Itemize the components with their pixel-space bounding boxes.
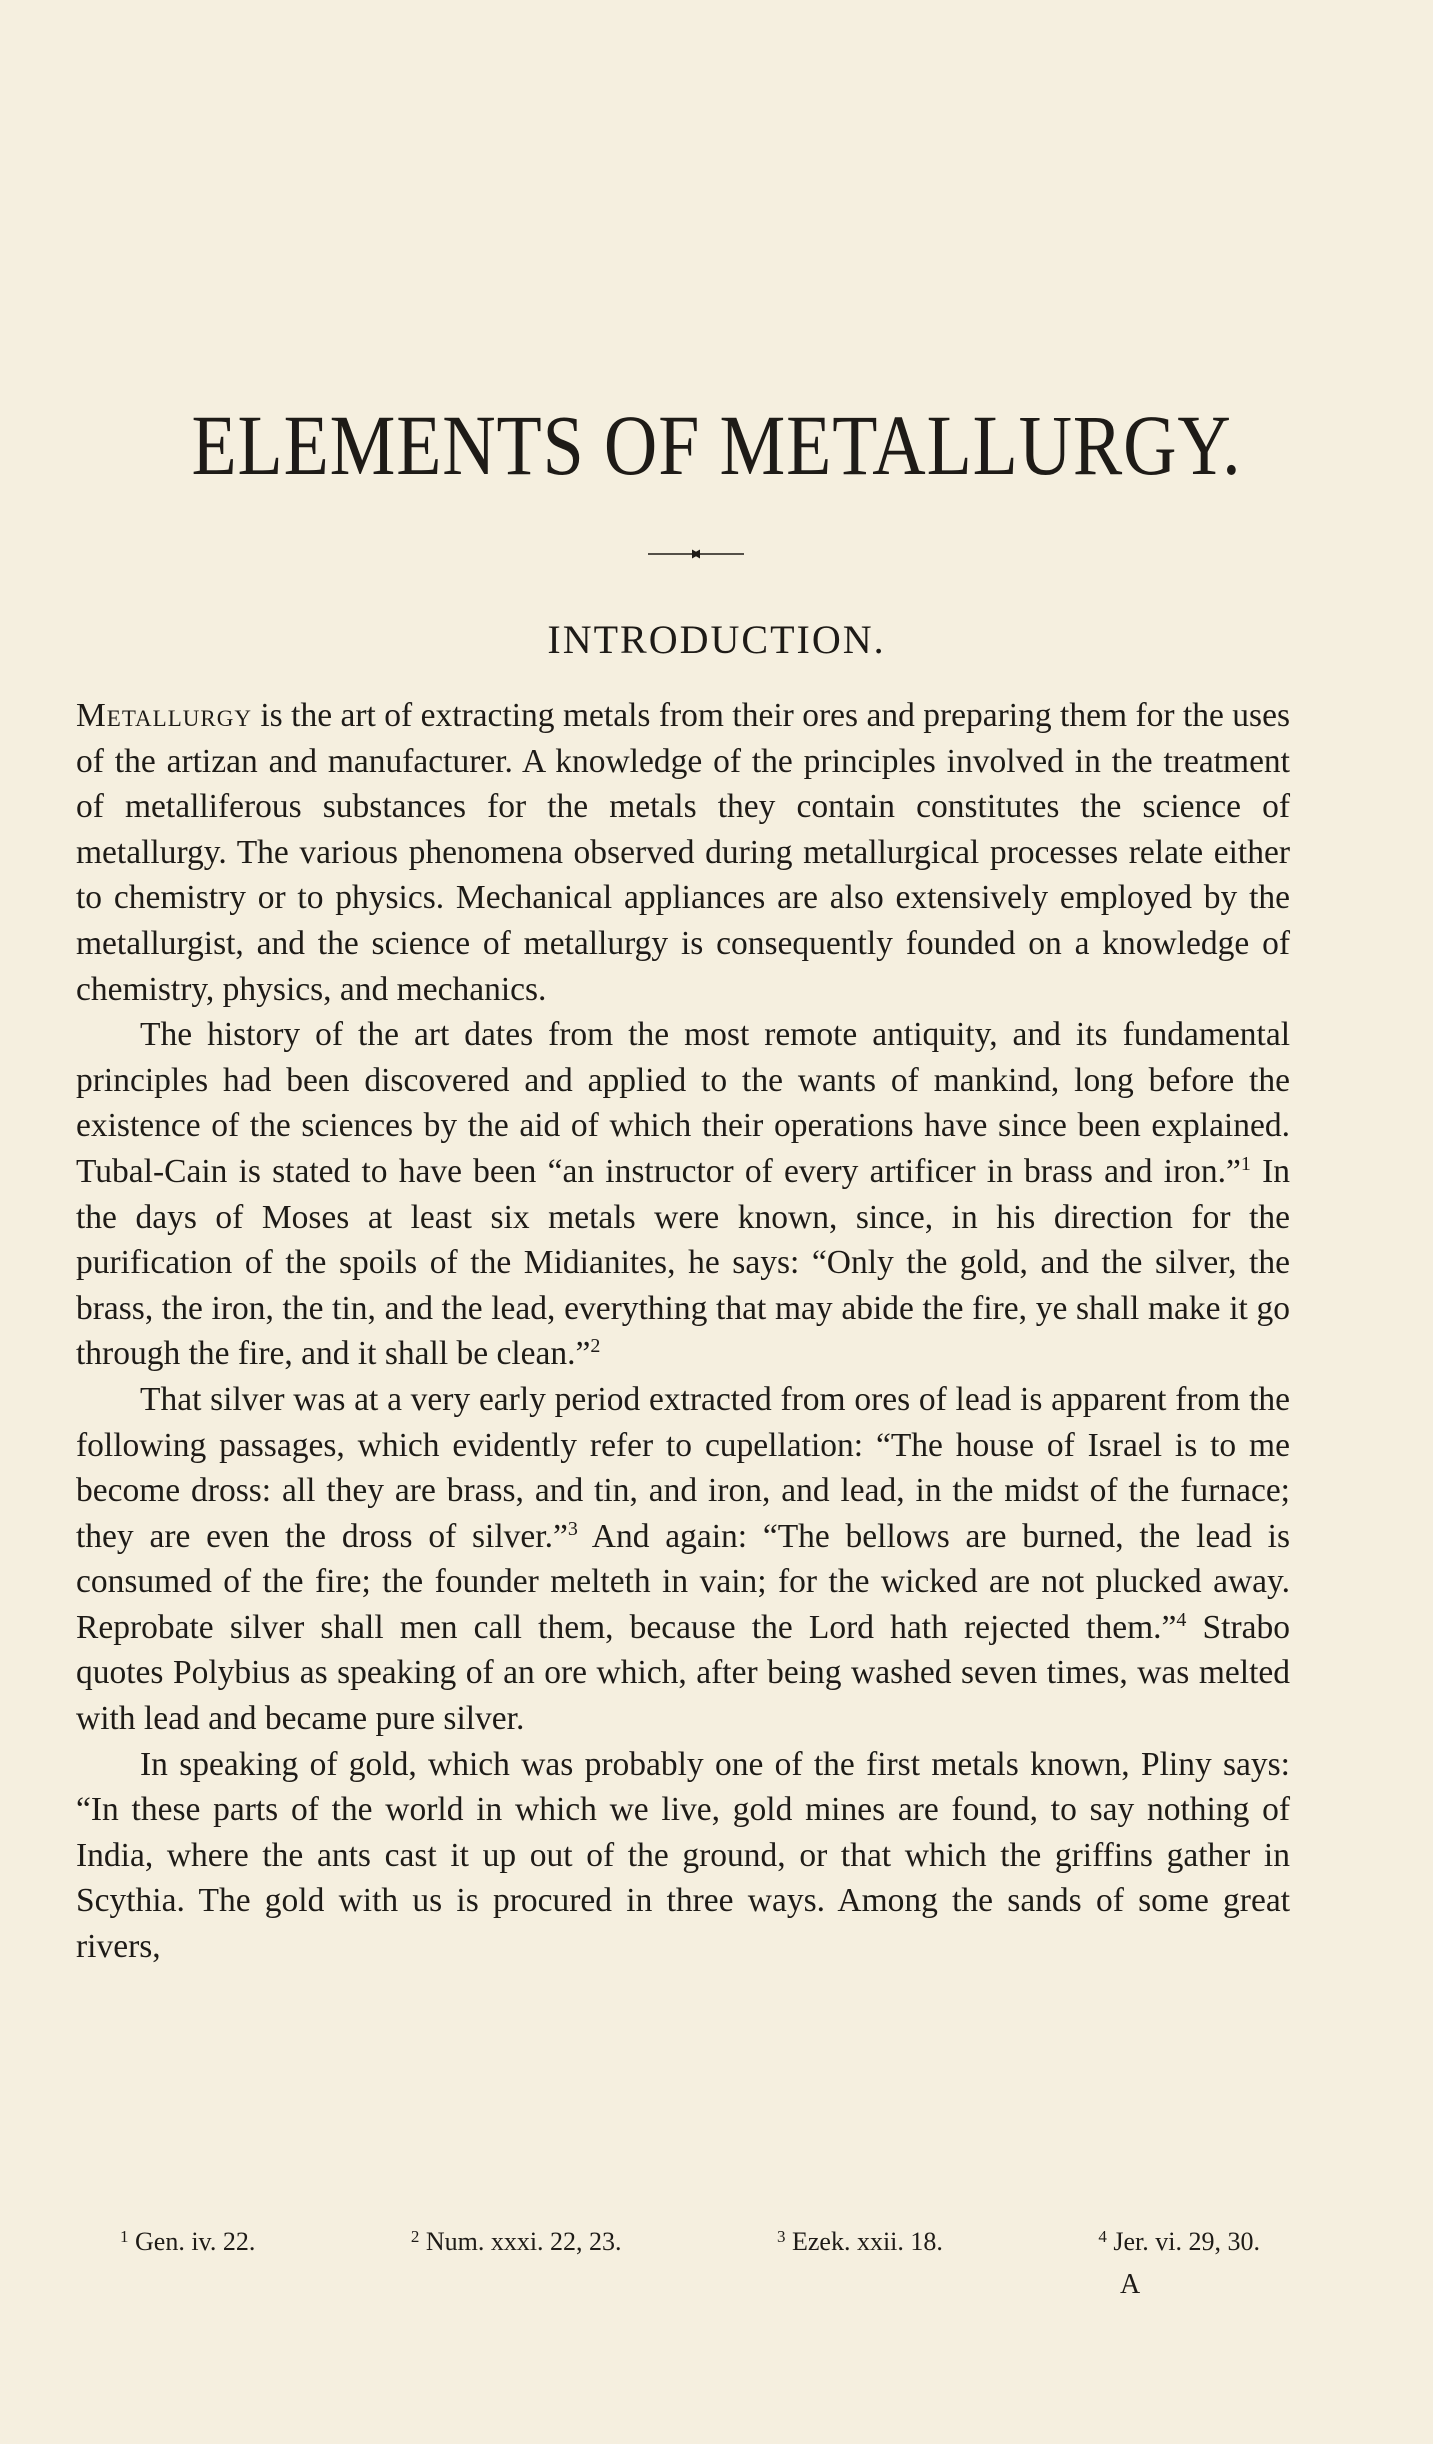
page-title: ELEMENTS OF METALLURGY.: [191, 397, 1242, 493]
paragraph-4-text: In speaking of gold, which was probably one of the first metals known, Pliny says: “In these parts of the world in which we live, gold mines are found, to say nothing of India, where the ants cast it up out of the ground, or that which the griffins gather in Scythia. The gold with us is procured in three ways. Among the sands of some great rivers,: [76, 1745, 1290, 1966]
paragraph-1: [76, 693, 1290, 1012]
paragraph-2-text-b: In the days of Moses at least six metals were known, since, in his direction for the purification of the spoils of the Midianites, he says: “Only the gold, and the silver, the brass, the iron, the tin, and the lead, everything that may abide the fire, ye shall make it go through the fire, and it shall be clean.”: [76, 1152, 1290, 1373]
footnote-text: Ezek. xxii. 18.: [792, 2227, 943, 2256]
footnote-number: 2: [410, 2227, 420, 2246]
paragraph-1-text: is the art of extracting metals from their ores and preparing them for the uses of the artizan and manufacturer. A knowledge of the principles involved in the treatment of metalliferous substances for the metals they contain constitutes the science of metallurgy. The various phenomena observed during metallurgical processes relate either to chemistry or to physics. Mechanical appliances are also extensively employed by the metallurgist, and the science of metallurgy is consequently founded on a knowledge of chemistry, physics, and mechanics.: [76, 697, 1290, 1008]
paragraph-3-text-c: Strabo quotes Polybius as speaking of an ore which, after being washed seven times, was melted with lead and became pure silver.: [76, 1608, 1290, 1738]
section-heading: INTRODUCTION.: [547, 617, 886, 662]
footnote-text: Gen. iv. 22.: [135, 2227, 256, 2256]
paragraph-2: [76, 1012, 1290, 1377]
footnote-text: Num. xxxi. 22, 23.: [425, 2227, 622, 2256]
paragraph-3: [76, 1377, 1290, 1742]
paragraph-4: [76, 1742, 1290, 1970]
paragraph-2-text-a: The history of the art dates from the most remote antiquity, and its fundamental principles had been discovered and applied to the wants of mankind, long before the existence of the sciences by the aid of which their operations have since been explained. Tubal-Cain is stated to have been “an instructor of every artificer in brass and iron.”: [76, 1016, 1290, 1190]
lead-word: Metallurgy: [76, 697, 252, 734]
paragraph-3-text-b: And again: “The bellows are burned, the lead is consumed of the fire; the founder melteth in vain; for the wicked are not plucked away. Reprobate silver shall men call them, because the Lord hath rejected them.”: [76, 1517, 1290, 1646]
footnote-number: 1: [120, 2227, 129, 2246]
footnote-text: Jer. vi. 29, 30.: [1113, 2227, 1260, 2256]
footnote-4: [1098, 2226, 1260, 2258]
body-text: [76, 693, 1290, 1970]
footnote-number: 3: [777, 2227, 786, 2246]
footnote-1: [120, 2226, 255, 2258]
footnote-ref-1: 1: [1240, 1152, 1251, 1175]
footnote-ref-2: 2: [590, 1335, 601, 1358]
footnote-number: 4: [1098, 2227, 1107, 2246]
footnote-ref-3: 3: [567, 1517, 578, 1540]
signature-mark: A: [1120, 2269, 1141, 2300]
footnote-ref-4: 4: [1176, 1608, 1187, 1631]
divider-ornament-icon: [648, 548, 744, 560]
footnote-2: [411, 2226, 622, 2258]
paragraph-3-text-a: That silver was at a very early period extracted from ores of lead is apparent from the following passages, which evidently refer to cupellation: “The house of Israel is to me become dross: all they are brass, and tin, and iron, and lead, in the midst of the furnace; they are even the dross of silver.”: [76, 1380, 1290, 1555]
footnotes: [120, 2226, 1260, 2258]
footnote-3: [777, 2226, 943, 2258]
